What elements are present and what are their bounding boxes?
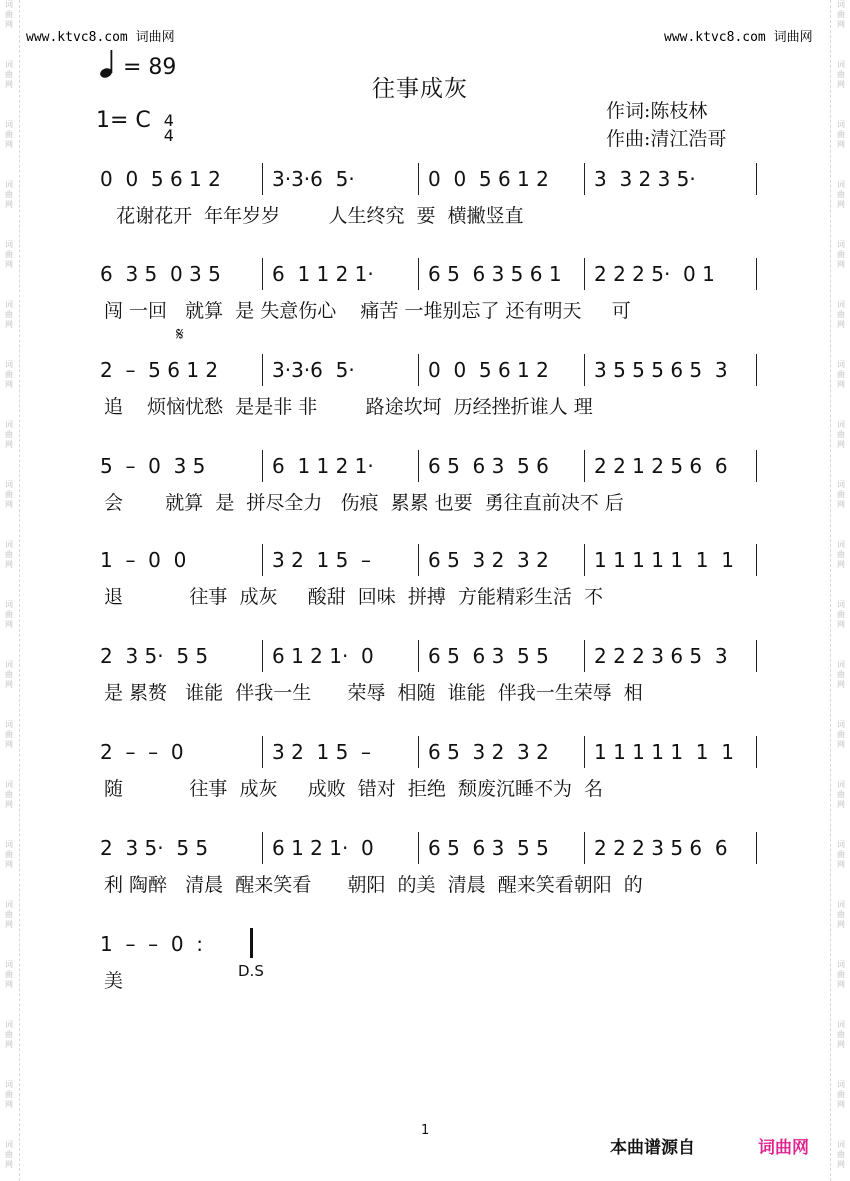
right-margin-rule bbox=[830, 0, 831, 1181]
lyrics-line: 会 就算 是 拼尽全力 伤痕 累累 也要 勇往直前决不 后 bbox=[104, 492, 624, 514]
measure: 0 0 5 6 1 2 bbox=[428, 358, 549, 382]
side-watermark-text: 词 曲 网 bbox=[5, 720, 13, 749]
side-watermark-text: 词 曲 网 bbox=[837, 1080, 845, 1109]
measure: 3·3·6 5· bbox=[272, 167, 355, 191]
bar-line bbox=[262, 258, 263, 290]
measure: 3 3 2 3 5· bbox=[594, 167, 696, 191]
lyrics-line: 追 烦恼忧愁 是是非 非 路途坎坷 历经挫折谁人 理 bbox=[104, 396, 593, 418]
watermark-left: www.ktvc8.com 词曲网 bbox=[26, 30, 175, 45]
measure: 2 2 2 3 6 5 3 bbox=[594, 644, 728, 668]
side-watermark-text: 词 曲 网 bbox=[5, 480, 13, 509]
lyrics-line: 美 bbox=[104, 970, 124, 992]
measure: 3 2 1 5 – bbox=[272, 740, 372, 764]
side-watermark-text: 词 曲 网 bbox=[5, 540, 13, 569]
side-watermark-text: 词 曲 网 bbox=[5, 600, 13, 629]
bar-line bbox=[756, 258, 757, 290]
bar-line bbox=[756, 163, 757, 195]
side-watermark-text: 词 曲 网 bbox=[837, 540, 845, 569]
tempo-value: = 89 bbox=[123, 55, 177, 80]
bar-line bbox=[584, 544, 585, 576]
measure: 2 2 1 2 5 6 6 bbox=[594, 454, 728, 478]
bar-line bbox=[756, 544, 757, 576]
page-number: 1 bbox=[421, 1123, 430, 1138]
time-bottom: 4 bbox=[163, 126, 174, 145]
measure: 6 1 1 2 1· bbox=[272, 262, 374, 286]
measure: 5 – 0 3 5 bbox=[100, 454, 206, 478]
bar-line bbox=[756, 736, 757, 768]
bar-line bbox=[418, 544, 419, 576]
ds-marking: D.S bbox=[238, 962, 264, 980]
time-top: 4 bbox=[163, 111, 174, 130]
side-watermark-text: 词 曲 网 bbox=[5, 420, 13, 449]
measure: 0 0 5 6 1 2 bbox=[100, 167, 221, 191]
side-watermark-text: 词 曲 网 bbox=[837, 1140, 845, 1169]
measure: 2 2 2 5· 0 1 bbox=[594, 262, 715, 286]
measure: 6 5 3 2 3 2 bbox=[428, 740, 549, 764]
side-watermark-text: 词 曲 网 bbox=[5, 120, 13, 149]
side-watermark-text: 词 曲 网 bbox=[5, 840, 13, 869]
bar-line bbox=[262, 163, 263, 195]
tempo-marking bbox=[100, 50, 176, 80]
key-signature bbox=[96, 108, 174, 143]
bar-line bbox=[262, 544, 263, 576]
bar-line bbox=[418, 258, 419, 290]
measure: 3·3·6 5· bbox=[272, 358, 355, 382]
side-watermark-text: 词 曲 网 bbox=[5, 1080, 13, 1109]
side-watermark-text: 词 曲 网 bbox=[5, 960, 13, 989]
side-watermark-text: 词 曲 网 bbox=[5, 300, 13, 329]
watermark-right: www.ktvc8.com 词曲网 bbox=[664, 30, 813, 45]
bar-line bbox=[584, 258, 585, 290]
measure: 6 5 6 3 5 5 bbox=[428, 836, 549, 860]
side-watermark-text: 词 曲 网 bbox=[837, 720, 845, 749]
bar-line bbox=[262, 736, 263, 768]
right-side-watermark bbox=[834, 0, 848, 1181]
bar-line bbox=[418, 640, 419, 672]
side-watermark-text: 词 曲 网 bbox=[837, 660, 845, 689]
side-watermark-text: 词 曲 网 bbox=[837, 60, 845, 89]
side-watermark-text: 词 曲 网 bbox=[837, 240, 845, 269]
side-watermark-text: 词 曲 网 bbox=[837, 360, 845, 389]
measure: 6 5 3 2 3 2 bbox=[428, 548, 549, 572]
lyricist-credit: 作词:陈枝林 bbox=[606, 100, 708, 122]
side-watermark-text: 词 曲 网 bbox=[837, 840, 845, 869]
bar-line bbox=[418, 736, 419, 768]
bar-line bbox=[584, 450, 585, 482]
bar-line bbox=[262, 354, 263, 386]
measure: 3 5 5 5 6 5 3 bbox=[594, 358, 728, 382]
side-watermark-text: 词 曲 网 bbox=[5, 0, 13, 29]
side-watermark-text: 词 曲 网 bbox=[5, 360, 13, 389]
measure: 2 – 5 6 1 2 bbox=[100, 358, 219, 382]
lyrics-line: 随 往事 成灰 成败 错对 拒绝 颓废沉睡不为 名 bbox=[104, 778, 604, 800]
measure: 6 5 6 3 5 5 bbox=[428, 644, 549, 668]
bar-line bbox=[418, 450, 419, 482]
measure: 1 1 1 1 1 1 1 bbox=[594, 740, 734, 764]
side-watermark-text: 词 曲 网 bbox=[5, 180, 13, 209]
measure: 6 1 1 2 1· bbox=[272, 454, 374, 478]
footer-brand: 词曲网 bbox=[758, 1138, 809, 1158]
lyrics-line: 花谢花开 年年岁岁 人生终究 要 横撇竖直 bbox=[104, 205, 524, 227]
side-watermark-text: 词 曲 网 bbox=[5, 660, 13, 689]
bar-line bbox=[756, 640, 757, 672]
measure: 2 3 5· 5 5 bbox=[100, 836, 209, 860]
measure: 1 – – 0 : bbox=[100, 932, 204, 956]
side-watermark-text: 词 曲 网 bbox=[837, 600, 845, 629]
side-watermark-text: 词 曲 网 bbox=[837, 1020, 845, 1049]
key-label: 1= C bbox=[96, 108, 151, 133]
bar-line bbox=[262, 832, 263, 864]
measure: 0 0 5 6 1 2 bbox=[428, 167, 549, 191]
side-watermark-text: 词 曲 网 bbox=[5, 60, 13, 89]
left-side-watermark bbox=[2, 0, 16, 1181]
segno-icon: 𝄋 bbox=[176, 324, 184, 345]
left-margin-rule bbox=[19, 0, 20, 1181]
measure: 2 – – 0 bbox=[100, 740, 184, 764]
repeat-end-bar bbox=[250, 928, 253, 958]
lyrics-line: 利 陶醉 清晨 醒来笑看 朝阳 的美 清晨 醒来笑看朝阳 的 bbox=[104, 874, 643, 896]
measure: 6 3 5 0 3 5 bbox=[100, 262, 221, 286]
side-watermark-text: 词 曲 网 bbox=[837, 300, 845, 329]
side-watermark-text: 词 曲 网 bbox=[5, 1020, 13, 1049]
side-watermark-text: 词 曲 网 bbox=[837, 480, 845, 509]
measure: 6 5 6 3 5 6 bbox=[428, 454, 549, 478]
bar-line bbox=[584, 832, 585, 864]
bar-line bbox=[262, 450, 263, 482]
side-watermark-text: 词 曲 网 bbox=[837, 420, 845, 449]
bar-line bbox=[418, 832, 419, 864]
side-watermark-text: 词 曲 网 bbox=[5, 1140, 13, 1169]
side-watermark-text: 词 曲 网 bbox=[5, 780, 13, 809]
lyrics-line: 是 累赘 谁能 伴我一生 荣辱 相随 谁能 伴我一生荣辱 相 bbox=[104, 682, 643, 704]
bar-line bbox=[584, 640, 585, 672]
measure: 3 2 1 5 – bbox=[272, 548, 372, 572]
side-watermark-text: 词 曲 网 bbox=[837, 120, 845, 149]
time-signature bbox=[164, 113, 174, 143]
measure: 6 1 2 1· 0 bbox=[272, 836, 374, 860]
side-watermark-text: 词 曲 网 bbox=[837, 960, 845, 989]
measure: 6 5 6 3 5 6 1 bbox=[428, 262, 562, 286]
measure: 1 1 1 1 1 1 1 bbox=[594, 548, 734, 572]
side-watermark-text: 词 曲 网 bbox=[837, 0, 845, 29]
side-watermark-text: 词 曲 网 bbox=[837, 180, 845, 209]
bar-line bbox=[262, 640, 263, 672]
quarter-note-icon bbox=[100, 50, 116, 78]
footer-source: 本曲谱源自 bbox=[610, 1138, 695, 1158]
bar-line bbox=[418, 163, 419, 195]
measure: 2 2 2 3 5 6 6 bbox=[594, 836, 728, 860]
bar-line bbox=[756, 832, 757, 864]
lyrics-line: 退 往事 成灰 酸甜 回味 拼搏 方能精彩生活 不 bbox=[104, 586, 604, 608]
bar-line bbox=[418, 354, 419, 386]
side-watermark-text: 词 曲 网 bbox=[5, 240, 13, 269]
measure: 6 1 2 1· 0 bbox=[272, 644, 374, 668]
measure: 2 3 5· 5 5 bbox=[100, 644, 209, 668]
bar-line bbox=[584, 163, 585, 195]
bar-line bbox=[756, 354, 757, 386]
song-title: 往事成灰 bbox=[372, 76, 468, 102]
lyrics-line: 闯 一回 就算 是 失意伤心 痛苦 一堆别忘了 还有明天 可 bbox=[104, 300, 631, 322]
side-watermark-text: 词 曲 网 bbox=[5, 900, 13, 929]
bar-line bbox=[756, 450, 757, 482]
bar-line bbox=[584, 736, 585, 768]
bar-line bbox=[584, 354, 585, 386]
side-watermark-text: 词 曲 网 bbox=[837, 900, 845, 929]
measure: 1 – 0 0 bbox=[100, 548, 187, 572]
side-watermark-text: 词 曲 网 bbox=[837, 780, 845, 809]
composer-credit: 作曲:清江浩哥 bbox=[606, 128, 727, 150]
